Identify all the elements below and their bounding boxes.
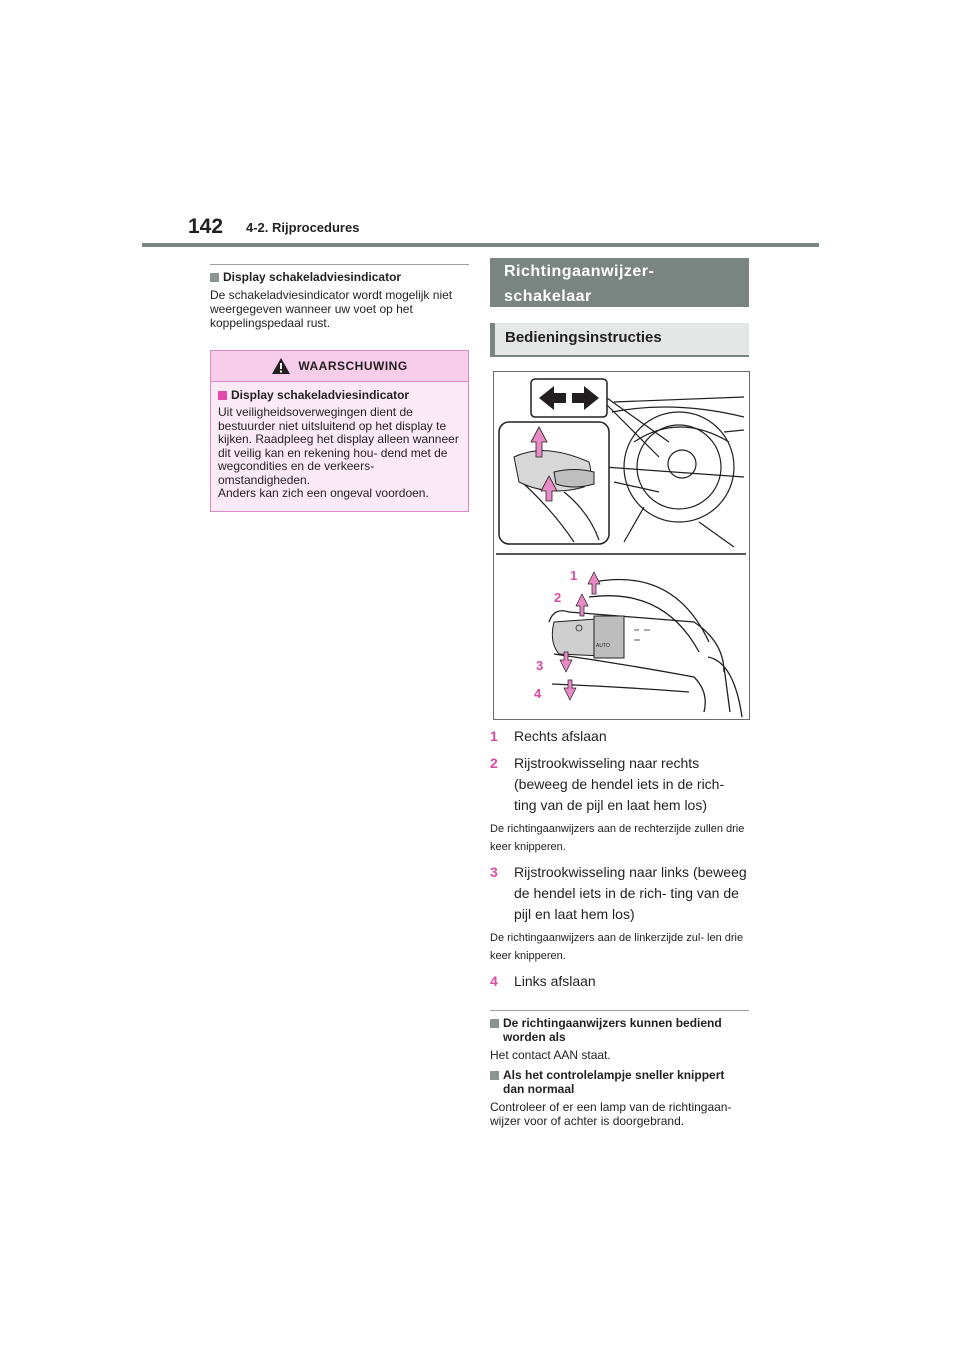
note-text: Controleer of er een lamp van de richtingaan- wijzer voor of achter is doorgebrand. — [490, 1100, 732, 1128]
left-column — [210, 264, 469, 512]
warning-text: Uit veiligheidsoverwegingen dient de bestuurder niet uitsluitend op het display te kijken. Raadpleeg het display alleen wanneer dit veilig kan en rekening hou- dend met de wegcondities en de verkeers- omstandigheden. — [218, 405, 459, 487]
step-4 — [490, 971, 749, 992]
warning-triangle-icon — [271, 357, 291, 375]
auto-label: AUTO — [596, 643, 610, 649]
step-2 — [490, 753, 749, 816]
figure-label-4: 4 — [534, 686, 542, 701]
step-text: Rijstrookwisseling naar links (beweeg de hendel iets in de rich- ting van de pijl en laat hem los) — [514, 864, 747, 922]
page-number: 142 — [188, 215, 224, 238]
turn-signal-figure — [493, 371, 750, 720]
display-note-text: De schakeladviesindicator wordt mogelijk niet weergegeven wanneer uw voet op het koppelingspedaal rust. — [210, 288, 453, 330]
warning-header — [211, 351, 468, 382]
figure-label-3: 3 — [536, 658, 544, 673]
figure-label-1: 1 — [570, 568, 578, 583]
warning-box — [210, 350, 469, 512]
step-number: 1 — [490, 728, 498, 744]
hand-lever-inset — [499, 422, 609, 544]
step-2-note: De richtingaanwijzers aan de rechterzijde zullen drie keer knipperen. — [490, 823, 745, 853]
display-note-title: Display schakeladviesindicator — [210, 270, 469, 284]
steps-list — [490, 726, 749, 992]
note-fast-blink — [490, 1068, 749, 1128]
note-text: Het contact AAN staat. — [490, 1048, 611, 1062]
step-number: 2 — [490, 755, 498, 771]
step-text: Rechts afslaan — [514, 728, 607, 744]
running-head: 4-2. Rijprocedures — [246, 220, 360, 235]
dashboard-illustration — [604, 397, 744, 547]
step-3-note: De richtingaanwijzers aan de linkerzijde zul- len drie keer knipperen. — [490, 932, 744, 962]
display-note — [210, 264, 469, 330]
step-text: Rijstrookwisseling naar rechts (beweeg de hendel iets in de rich- ting van de pijl en laat hem los) — [514, 755, 725, 813]
note-operable — [490, 1016, 749, 1062]
warning-title: Display schakeladviesindicator — [218, 388, 461, 402]
notes — [490, 1010, 749, 1128]
figure-label-2: 2 — [554, 590, 562, 605]
section-heading: Richtingaanwijzer- schakelaar — [490, 258, 749, 307]
step-3 — [490, 862, 749, 925]
step-number: 3 — [490, 864, 498, 880]
lever-detail — [549, 580, 742, 718]
header-rule — [142, 243, 819, 247]
step-number: 4 — [490, 973, 498, 989]
note-title: Als het controlelampje sneller knippert dan normaal — [490, 1068, 749, 1096]
warning-label: WAARSCHUWING — [298, 359, 408, 373]
step-text: Links afslaan — [514, 973, 596, 989]
subsection-heading: Bedieningsinstructies — [490, 323, 749, 357]
step-1 — [490, 726, 749, 747]
note-title: De richtingaanwijzers kunnen bediend worden als — [490, 1016, 749, 1044]
right-column — [490, 258, 749, 1128]
warning-text-2: Anders kan zich een ongeval voordoen. — [218, 486, 429, 500]
